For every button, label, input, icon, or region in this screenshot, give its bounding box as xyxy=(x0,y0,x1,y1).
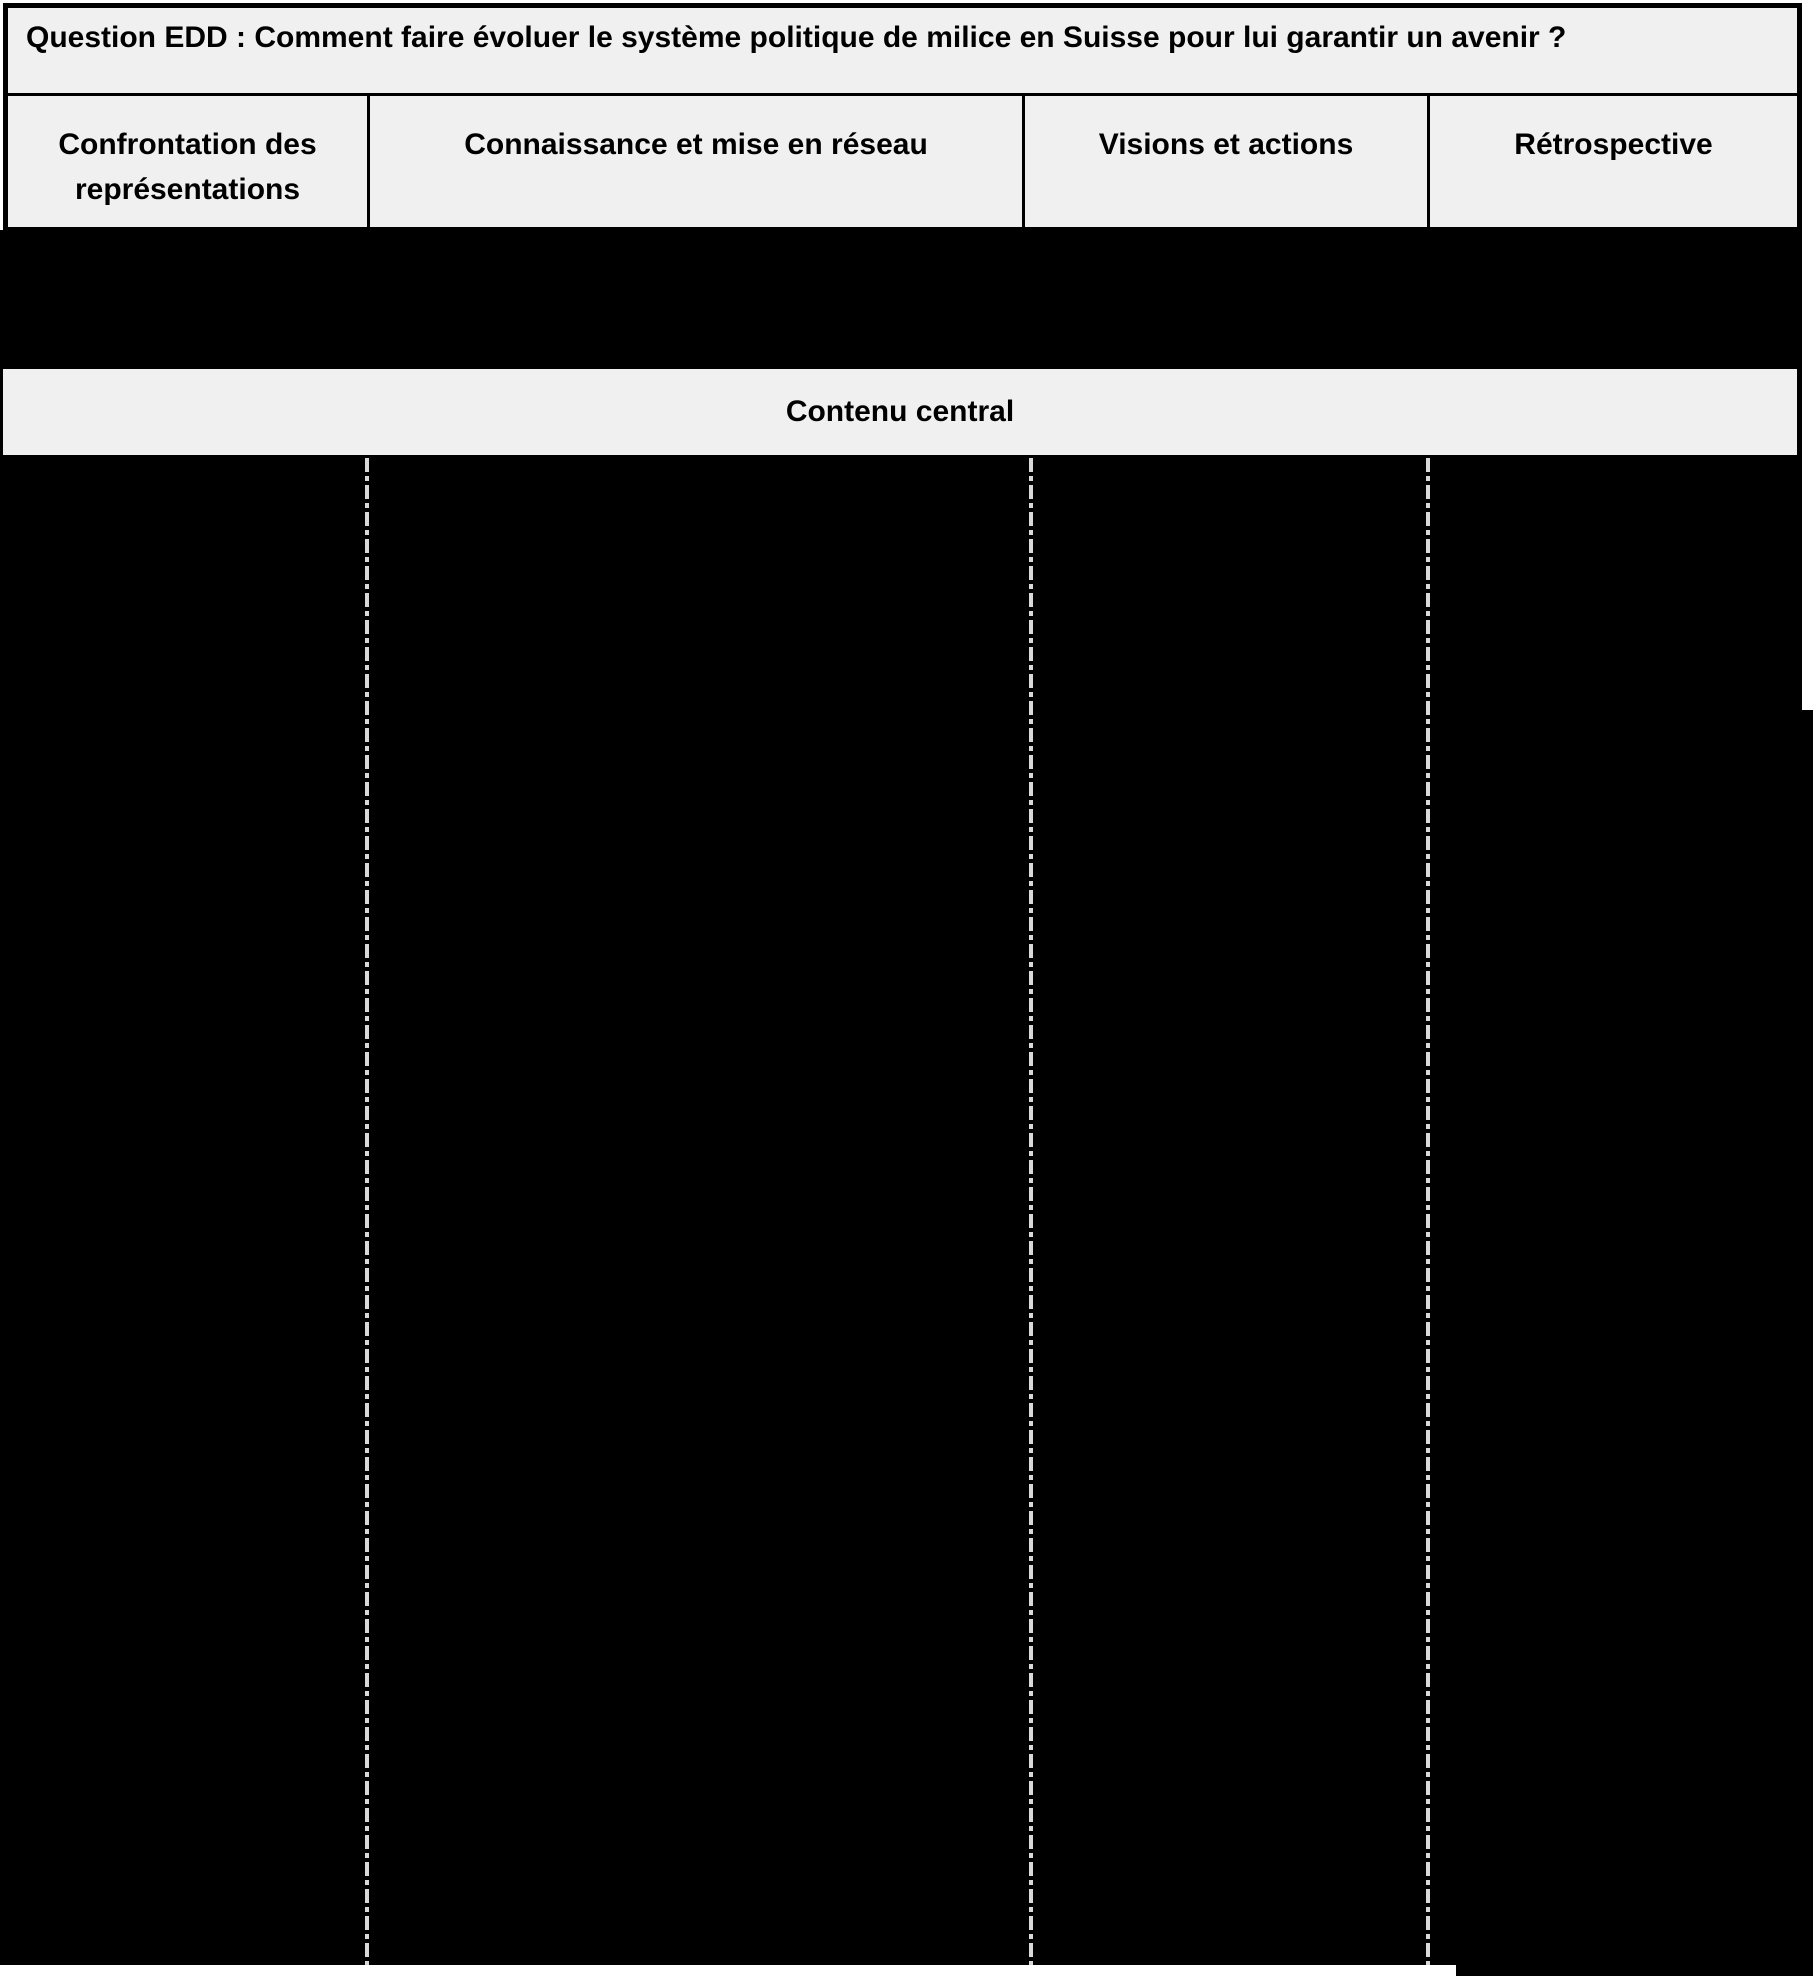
planning-table xyxy=(3,3,1802,232)
column-header-confrontation-des-representations xyxy=(8,96,367,227)
column-header-retrospective: Rétrospective xyxy=(1427,96,1797,227)
dashed-column-divider-1 xyxy=(365,458,369,1965)
column-header-connaissance-et-mise-en-reseau: Connaissance et mise en réseau xyxy=(367,96,1022,227)
redacted-content-block-main xyxy=(0,710,1813,1965)
phase-header-row xyxy=(8,96,1797,227)
dashed-column-divider-3 xyxy=(1426,458,1430,1965)
column-header-visions-et-actions: Visions et actions xyxy=(1022,96,1427,227)
redacted-band-under-headers xyxy=(0,230,1802,369)
redacted-content-block-upper xyxy=(0,458,1802,710)
contenu-central-label: Contenu central xyxy=(785,395,1015,428)
redacted-content-block-bottom-right xyxy=(1456,1965,1813,1976)
edd-question-title: Question EDD : Comment faire évoluer le système politique de milice en Suisse pour lui garantir un avenir ? xyxy=(8,8,1797,96)
dashed-column-divider-2 xyxy=(1029,458,1033,1965)
column-header-label: Confrontation des représentations xyxy=(58,128,317,206)
contenu-central-row xyxy=(0,369,1802,458)
